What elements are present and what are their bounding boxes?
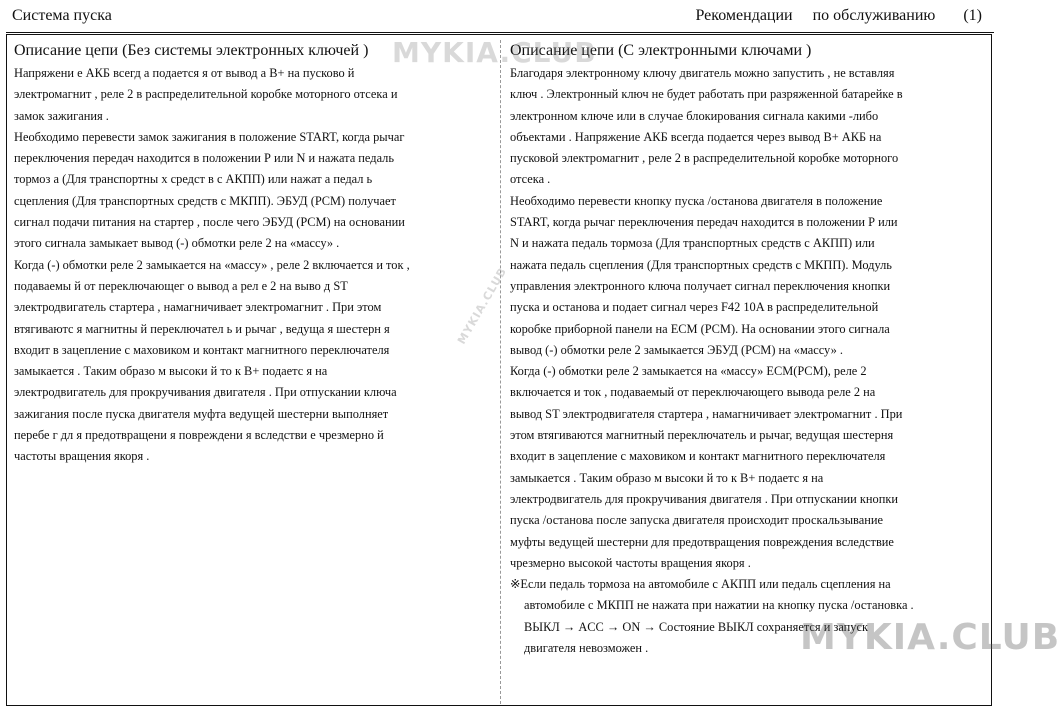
text-line: включается и ток , подаваемый от переключающего вывода реле 2 на [510, 385, 876, 400]
text-line: START, когда рычаг переключения передач находится в положении Р или [510, 215, 898, 230]
left-column-body [14, 63, 490, 468]
note-line: автомобиле с МКПП не нажата при нажатии на кнопку пуска /остановка . [524, 598, 914, 613]
text-line: входит в зацепление с маховиком и контакт магнитного переключателя [510, 449, 886, 464]
text-line: объектами . Напряжение АКБ всегда подается через вывод В+ АКБ на [510, 129, 882, 144]
text-line: перебе г дл я предотвращени я повреждени я вследстви е чрезмерно й [14, 428, 384, 443]
text-line: вывод (-) обмотки реле 2 замыкается ЭБУД (PCM) на «массу» . [510, 342, 843, 357]
text-line: пуска /останова после запуска двигателя происходит проскальзывание [510, 513, 883, 528]
text-line: отсека . [510, 172, 551, 187]
watermark-bottom: MYKIA.CLUB [800, 617, 1060, 658]
note-line: двигателя невозможен . [524, 641, 649, 656]
text-line: втягиваютс я магнитны й переключател ь и рычаг , ведуща я шестерн я [14, 321, 390, 336]
watermark-top: MYKIA.CLUB [392, 36, 597, 69]
text-line: частоты вращения якоря . [14, 449, 150, 464]
text-line: тормоз а (Для транспортны х средст в с АКПП) или нажат а педал ь [14, 172, 373, 187]
text-line: Благодаря электронному ключу двигатель можно запустить , не вставляя [510, 66, 895, 80]
note-line: ※Если педаль тормоза на автомобиле с АКПП или педаль сцепления на [510, 577, 891, 592]
watermark-middle: MYKIA.CLUB [455, 265, 510, 347]
header-rule [6, 32, 994, 33]
text-line: Когда (-) обмотки реле 2 замыкается на «массу» ECM(PCM), реле 2 [510, 364, 867, 379]
text-line: сцепления (Для транспортных средств с МКПП). ЭБУД (PCM) получает [14, 193, 396, 208]
text-line: электронном ключе или в случае блокирования сигнала какими -либо [510, 108, 879, 123]
text-line: зажигания после пуска двигателя муфта ведущей шестерни выполняет [14, 406, 389, 421]
text-line: подаваемы й от переключающег о вывод а рел е 2 на выво д ST [14, 278, 348, 293]
text-line: управления электронного ключа получает сигнал переключения кнопки [510, 278, 891, 293]
header-left-title: Система пуска [12, 7, 112, 24]
text-line: электромагнит , реле 2 в распределительной коробке моторного отсека и [14, 87, 398, 102]
text-line: входит в зацепление с маховиком и контакт магнитного переключателя [14, 342, 390, 357]
text-line: сигнал подачи питания на стартер , после чего ЭБУД (PCM) на основании [14, 215, 405, 230]
text-line: коробке приборной панели на ECM (PCM). На основании этого сигнала [510, 321, 890, 336]
text-line: N и нажата педаль тормоза (Для транспортных средств с АКПП) или [510, 236, 875, 251]
text-line: электродвигатель для прокручивания двигателя . При отпускании ключа [14, 385, 397, 400]
text-line: Необходимо перевести замок зажигания в положение START, когда рычаг [14, 129, 405, 144]
text-line: чрезмерно высокой частоты вращения якоря . [510, 555, 751, 570]
text-line: замыкается . Таким образо м высоки й то к В+ подаетс я на [14, 364, 328, 379]
right-column-title: Описание цепи (С электронными ключами ) [510, 42, 812, 59]
text-line: Необходимо перевести кнопку пуска /останова двигателя в положение [510, 193, 883, 208]
text-line: электродвигатель для прокручивания двигателя . При отпускании кнопки [510, 491, 899, 506]
text-line: пуска и останова и подает сигнал через F42 10A в распределительной [510, 300, 879, 315]
text-line: ключ . Электронный ключ не будет работать при разряженной батарейке в [510, 87, 903, 102]
header-right-title: Рекомендации по обслуживанию (1) [695, 7, 982, 24]
right-column [510, 40, 984, 659]
text-line: этого сигнала замыкает вывод (-) обмотки реле 2 на «массу» . [14, 236, 340, 251]
text-line: замок зажигания . [14, 108, 109, 123]
left-column-title: Описание цепи (Без системы электронных ключей ) [14, 42, 369, 59]
text-line: Напряжени е АКБ всегд а подается я от вывод а В+ на пусково й [14, 66, 355, 80]
text-line: электродвигатель стартера , намагничивает электромагнит . При этом [14, 300, 382, 315]
text-line: вывод ST электродвигателя стартера , намагничивает электромагнит . При [510, 406, 903, 421]
text-line: переключения передач находится в положении Р или N и нажата педаль [14, 151, 395, 166]
right-column-body [510, 63, 984, 574]
note-line: ВЫКЛ → ACC → ON → Состояние ВЫКЛ сохраняется и запуск [524, 619, 869, 634]
text-line: замыкается . Таким образо м высоки й то к В+ подаетс я на [510, 470, 824, 485]
text-line: муфты ведущей шестерни для предотвращения повреждения вследствие [510, 534, 894, 549]
text-line: Когда (-) обмотки реле 2 замыкается на «массу» , реле 2 включается и ток , [14, 257, 410, 272]
text-line: пусковой электромагнит , реле 2 в распределительной коробке моторного [510, 151, 899, 166]
left-column [14, 40, 490, 468]
text-line: этом втягиваются магнитный переключатель и рычаг, ведущая шестерня [510, 428, 894, 443]
column-divider [500, 40, 501, 704]
text-line: нажата педаль сцепления (Для транспортных средств с МКПП). Модуль [510, 257, 892, 272]
